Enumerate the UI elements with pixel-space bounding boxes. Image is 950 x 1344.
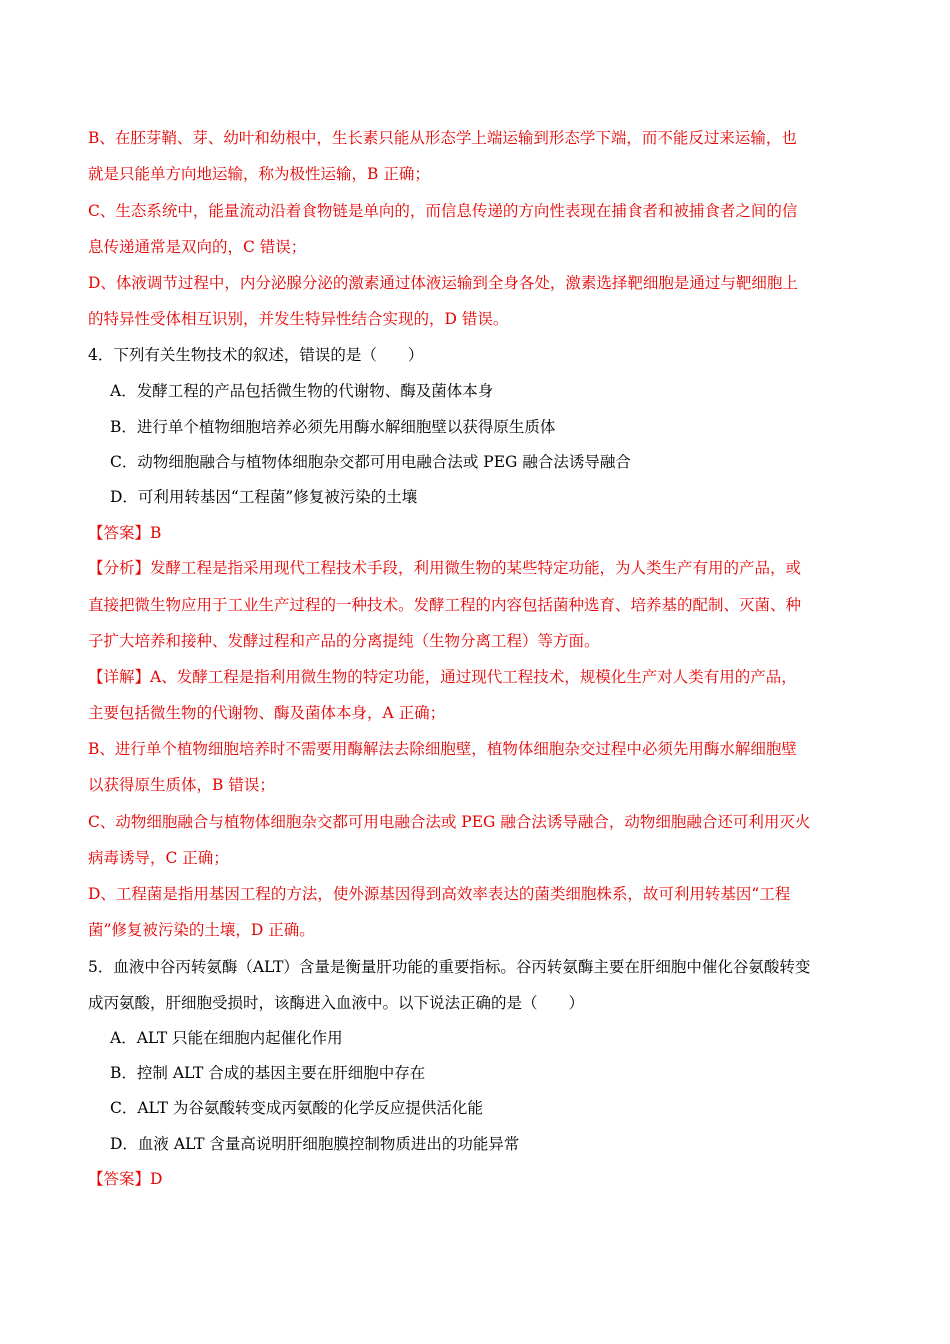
question-4-analysis-line-2: 直接把微生物应用于工业生产过程的一种技术。发酵工程的内容包括菌种选育、培养基的配制、灭菌、种 xyxy=(88,596,802,614)
explanation-b-line-2: 就是只能单方向地运输，称为极性运输，B 正确； xyxy=(88,165,430,183)
question-5-answer: 【答案】D xyxy=(88,1170,163,1188)
question-4-answer: 【答案】B xyxy=(88,524,162,542)
question-5-stem-line-1: 5．血液中谷丙转氨酶（ALT）含量是衡量肝功能的重要指标。谷丙转氨酶主要在肝细胞中催化谷氨酸转变 xyxy=(88,958,811,976)
question-4-detail-d-line-2: 菌”修复被污染的土壤，D 正确。 xyxy=(88,921,315,939)
question-4-detail-c-line-1: C、动物细胞融合与植物体细胞杂交都可用电融合法或 PEG 融合法诱导融合，动物细胞融合还可利用灭火 xyxy=(88,813,811,831)
question-4-option-d: D．可利用转基因“工程菌”修复被污染的土壤 xyxy=(110,488,418,506)
question-4-detail-c-line-2: 病毒诱导，C 正确； xyxy=(88,849,229,867)
explanation-c-line-2: 息传递通常是双向的，C 错误； xyxy=(88,238,307,256)
question-4-option-b: B．进行单个植物细胞培养必须先用酶水解细胞壁以获得原生质体 xyxy=(110,418,556,436)
question-4-stem: 4．下列有关生物技术的叙述，错误的是（ ） xyxy=(88,346,424,364)
explanation-d-line-1: D、体液调节过程中，内分泌腺分泌的激素通过体液运输到全身各处，激素选择靶细胞是通过与靶细胞上 xyxy=(88,274,798,292)
explanation-b-line-1: B、在胚芽鞘、芽、幼叶和幼根中，生长素只能从形态学上端运输到形态学下端，而不能反过来运输，也 xyxy=(88,129,797,147)
question-4-analysis-line-1: 【分析】发酵工程是指采用现代工程技术手段，利用微生物的某些特定功能，为人类生产有用的产品，或 xyxy=(88,559,802,577)
question-4-detail-a-line-2: 主要包括微生物的代谢物、酶及菌体本身，A 正确； xyxy=(88,704,446,722)
question-4-analysis-line-3: 子扩大培养和接种、发酵过程和产品的分离提纯（生物分离工程）等方面。 xyxy=(88,632,600,650)
question-5-option-c: C．ALT 为谷氨酸转变成丙氨酸的化学反应提供活化能 xyxy=(110,1099,483,1117)
question-5-option-b: B．控制 ALT 合成的基因主要在肝细胞中存在 xyxy=(110,1064,426,1082)
question-4-option-a: A．发酵工程的产品包括微生物的代谢物、酶及菌体本身 xyxy=(110,382,494,400)
explanation-d-line-2: 的特异性受体相互识别，并发生特异性结合实现的，D 错误。 xyxy=(88,310,509,328)
explanation-c-line-1: C、生态系统中，能量流动沿着食物链是单向的，而信息传递的方向性表现在捕食者和被捕食者之间的信 xyxy=(88,202,798,220)
question-4-detail-a-line-1: 【详解】A、发酵工程是指利用微生物的特定功能，通过现代工程技术，规模化生产对人类有用的产品， xyxy=(88,668,797,686)
question-4-detail-b-line-2: 以获得原生质体，B 错误； xyxy=(88,776,275,794)
question-4-option-c: C．动物细胞融合与植物体细胞杂交都可用电融合法或 PEG 融合法诱导融合 xyxy=(110,453,631,471)
question-5-option-a: A．ALT 只能在细胞内起催化作用 xyxy=(110,1029,343,1047)
question-5-option-d: D．血液 ALT 含量高说明肝细胞膜控制物质进出的功能异常 xyxy=(110,1135,520,1153)
question-5-stem-line-2: 成丙氨酸，肝细胞受损时，该酶进入血液中。以下说法正确的是（ ） xyxy=(88,994,585,1012)
question-4-detail-d-line-1: D、工程菌是指用基因工程的方法，使外源基因得到高效率表达的菌类细胞株系，故可利用转基因“工程 xyxy=(88,885,791,903)
question-4-detail-b-line-1: B、进行单个植物细胞培养时不需要用酶解法去除细胞壁，植物体细胞杂交过程中必须先用酶水解细胞壁 xyxy=(88,740,797,758)
